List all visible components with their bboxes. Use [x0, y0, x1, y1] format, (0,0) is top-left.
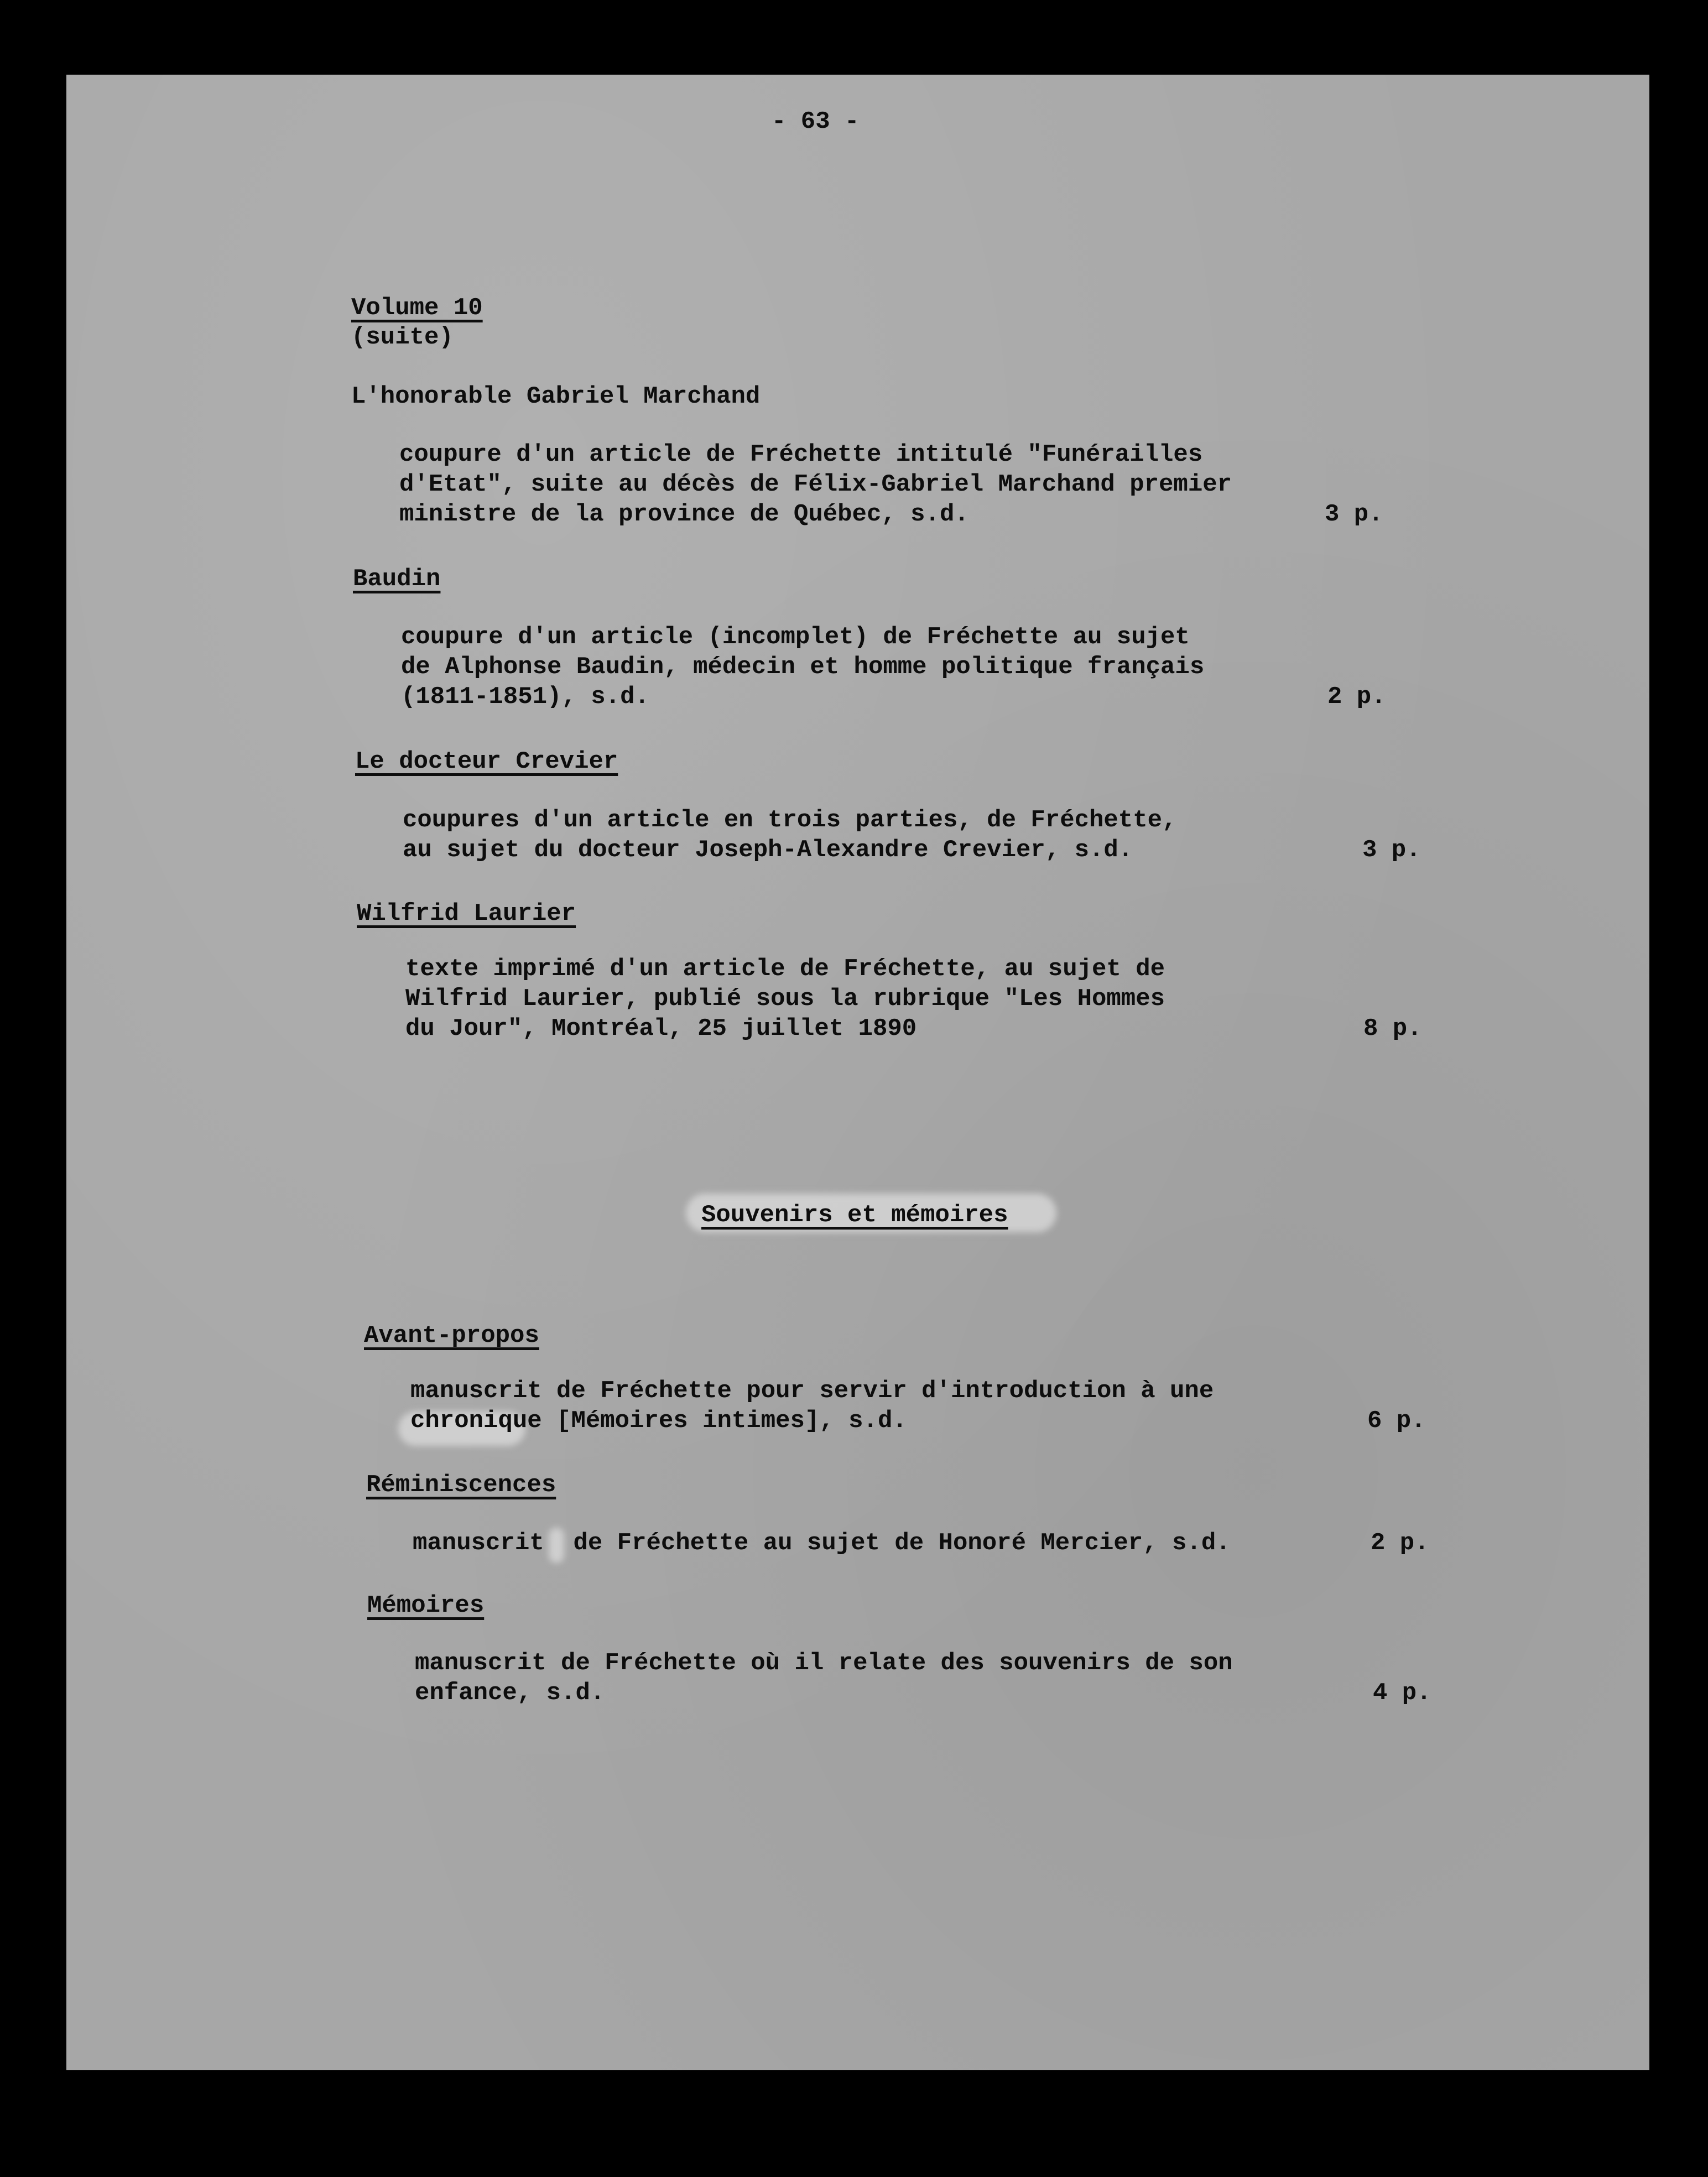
page-count: 2 p.	[1371, 1529, 1429, 1557]
volume-continued: (suite)	[351, 324, 454, 351]
entry-line: manuscrit de Fréchette pour servir d'introduction à une	[410, 1377, 1214, 1405]
section-title-crevier: Le docteur Crevier	[355, 748, 618, 775]
entry-line: d'Etat", suite au décès de Félix-Gabriel Marchand premier	[399, 471, 1232, 498]
entry-line: enfance, s.d.	[415, 1679, 605, 1707]
section-title-laurier: Wilfrid Laurier	[357, 900, 576, 928]
page-count: 2 p.	[1327, 683, 1386, 711]
entry-line: au sujet du docteur Joseph-Alexandre Crevier, s.d.	[403, 836, 1133, 864]
section-title-memoires: Mémoires	[367, 1592, 485, 1619]
page-count: 8 p.	[1363, 1015, 1422, 1043]
entry-line: manuscrit de Fréchette au sujet de Honoré Mercier, s.d.	[413, 1529, 1231, 1557]
section-title-baudin: Baudin	[353, 565, 441, 593]
document-page	[66, 75, 1649, 2070]
entry-line: (1811-1851), s.d.	[401, 683, 649, 711]
entry-line: texte imprimé d'un article de Fréchette, au sujet de	[405, 955, 1165, 983]
page-count: 6 p.	[1367, 1407, 1426, 1435]
entry-line: coupure d'un article (incomplet) de Fréchette au sujet	[401, 623, 1190, 651]
entry-line: du Jour", Montréal, 25 juillet 1890	[405, 1015, 917, 1043]
section-title-marchand: L'honorable Gabriel Marchand	[351, 383, 761, 410]
section-heading-souvenirs: Souvenirs et mémoires	[701, 1201, 1008, 1229]
entry-line: ministre de la province de Québec, s.d.	[399, 501, 969, 528]
section-title-reminiscences: Réminiscences	[366, 1471, 556, 1499]
entry-line: coupures d'un article en trois parties, de Fréchette,	[403, 806, 1177, 834]
volume-heading: Volume 10	[351, 294, 483, 322]
section-title-avant-propos: Avant-propos	[364, 1322, 539, 1350]
page-count: 4 p.	[1373, 1679, 1431, 1707]
page-number: - 63 -	[772, 108, 860, 136]
entry-line: de Alphonse Baudin, médecin et homme politique français	[401, 653, 1205, 681]
page-count: 3 p.	[1325, 501, 1383, 528]
entry-line: coupure d'un article de Fréchette intitulé "Funérailles	[399, 441, 1203, 468]
page-count: 3 p.	[1362, 836, 1421, 864]
entry-line: chronique [Mémoires intimes], s.d.	[410, 1407, 907, 1435]
entry-line: Wilfrid Laurier, publié sous la rubrique "Les Hommes	[405, 985, 1165, 1013]
entry-line: manuscrit de Fréchette où il relate des souvenirs de son	[415, 1649, 1233, 1677]
